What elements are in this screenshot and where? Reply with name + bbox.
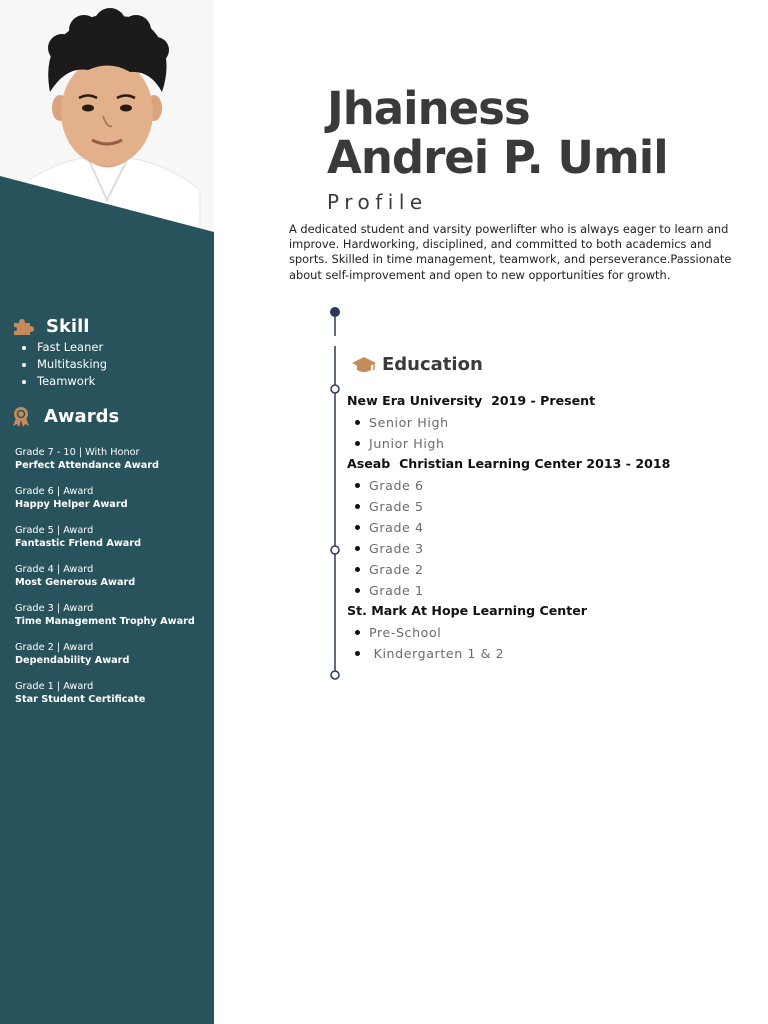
education-title: Education: [382, 354, 483, 375]
grade-list: [369, 622, 504, 664]
sidebar-background: [0, 0, 214, 1024]
award-name: Fantastic Friend Award: [15, 538, 142, 549]
award-subtitle: Grade 5 | Award: [15, 525, 94, 536]
award-subtitle: Grade 7 - 10 | With Honor: [15, 447, 140, 458]
grade-item: Grade 6: [369, 475, 424, 496]
grade-list: [369, 475, 424, 601]
award-subtitle: Grade 1 | Award: [15, 681, 94, 692]
full-name: [327, 84, 668, 182]
timeline-node: [331, 671, 339, 679]
skill-header: [12, 316, 89, 337]
skill-item: • Fast Leaner: [36, 339, 107, 356]
grade-item: Kindergarten 1 & 2: [369, 643, 504, 664]
skill-item: • Multitasking: [36, 356, 107, 373]
award-subtitle: Grade 2 | Award: [15, 642, 94, 653]
award-subtitle: Grade 3 | Award: [15, 603, 94, 614]
first-name: Jhainess: [327, 82, 530, 135]
award-subtitle: Grade 6 | Award: [15, 486, 94, 497]
award-entry: [15, 680, 211, 706]
school-name: New Era University 2019 - Present: [347, 393, 596, 408]
grade-item: Pre-School: [369, 622, 504, 643]
award-subtitle: Grade 4 | Award: [15, 564, 94, 575]
grade-item: Senior High: [369, 412, 449, 433]
skill-title: Skill: [46, 316, 90, 337]
sidebar: [0, 0, 214, 1024]
graduation-cap-icon: [352, 356, 376, 374]
ribbon-icon: [12, 407, 30, 427]
award-name: Time Management Trophy Award: [15, 616, 195, 627]
award-name: Perfect Attendance Award: [15, 460, 159, 471]
timeline-node: [331, 385, 339, 393]
grade-item: Grade 3: [369, 538, 424, 559]
timeline-node: [331, 546, 339, 554]
award-name: Most Generous Award: [15, 577, 136, 588]
education-header: [352, 354, 483, 375]
grade-item: Grade 1: [369, 580, 424, 601]
school-name: Aseab Christian Learning Center 2013 - 2018: [347, 456, 671, 471]
award-entry: [15, 485, 211, 511]
school-name: St. Mark At Hope Learning Center: [347, 603, 587, 618]
timeline-start-dot: [330, 307, 340, 317]
award-name: Star Student Certificate: [15, 694, 146, 705]
award-name: Happy Helper Award: [15, 499, 128, 510]
award-entry: [15, 563, 211, 589]
grade-item: Grade 2: [369, 559, 424, 580]
award-entry: [15, 524, 211, 550]
award-name: Dependability Award: [15, 655, 130, 666]
education-timeline: [329, 306, 341, 681]
last-name: Andrei P. Umil: [327, 131, 668, 184]
award-entry: [15, 602, 211, 628]
grade-item: Junior High: [369, 433, 449, 454]
skill-list: [36, 339, 107, 390]
grade-item: Grade 5: [369, 496, 424, 517]
puzzle-icon: [12, 319, 34, 335]
grade-list: [369, 412, 449, 454]
skill-item: • Teamwork: [36, 373, 107, 390]
profile-summary: A dedicated student and varsity powerlifter who is always eager to learn and improve. Hardworking, disciplined, and committed to both academics and sports. Skilled in time management, teamwork, and perseverance.Passionate about self-improvement and open to new opportunities for growth.: [289, 222, 732, 282]
award-entry: [15, 641, 211, 667]
awards-header: [12, 406, 119, 427]
award-entry: [15, 446, 211, 472]
profile-heading: Profile: [327, 190, 428, 214]
grade-item: Grade 4: [369, 517, 424, 538]
awards-title: Awards: [44, 406, 120, 427]
